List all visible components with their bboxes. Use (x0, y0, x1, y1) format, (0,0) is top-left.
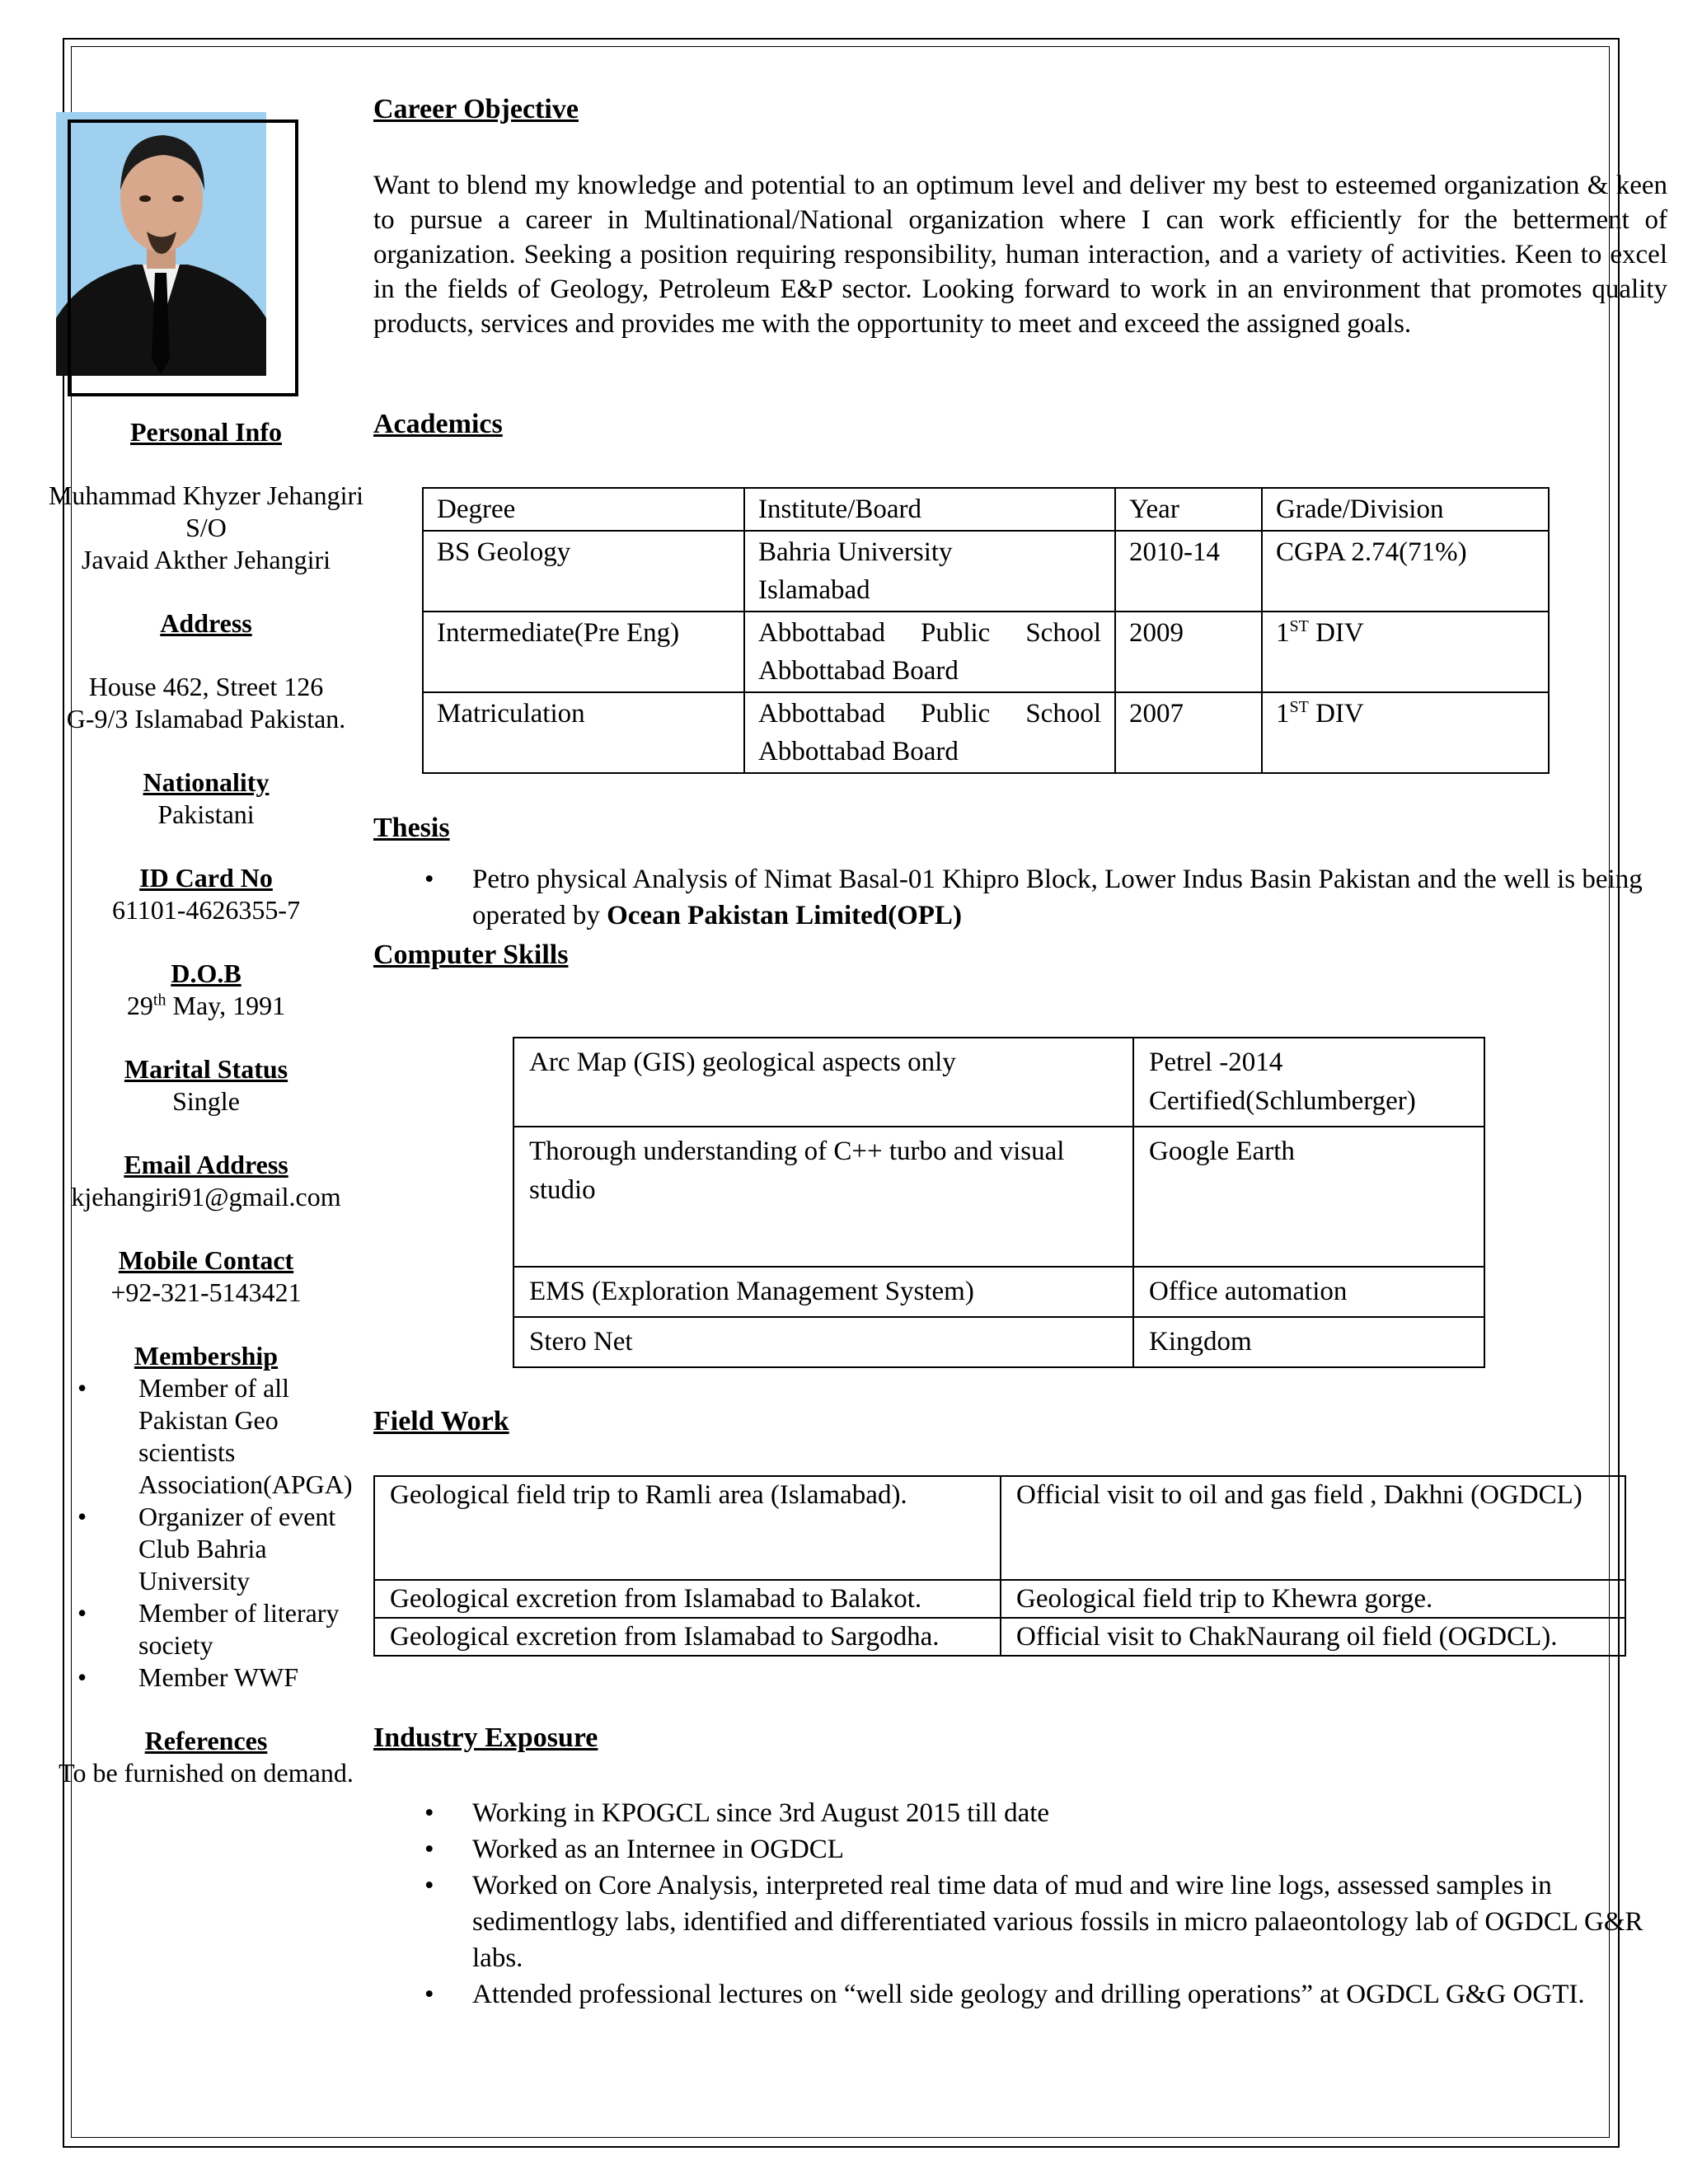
membership-heading: Membership (134, 1341, 279, 1371)
personal-info-heading: Personal Info (130, 417, 282, 447)
full-name: Muhammad Khyzer Jehangiri (48, 480, 364, 510)
table-header-cell: Grade/Division (1262, 488, 1549, 531)
list-item: • Organizer of event Club Bahria University (33, 1501, 379, 1597)
grade-cell: 1ST DIV (1262, 612, 1549, 692)
table-row (374, 1580, 1625, 1618)
grade-cell: 1ST DIV (1262, 692, 1549, 773)
institute-cell: Bahria University Islamabad (744, 531, 1115, 612)
list-item: • Working in KPOGCL since 3rd August 2015 till date (373, 1795, 1676, 1831)
skill-cell: Arc Map (GIS) geological aspects only (513, 1038, 1133, 1127)
address-line-2: G-9/3 Islamabad Pakistan. (66, 704, 346, 733)
list-item: • Member WWF (33, 1661, 379, 1694)
table-header-cell: Degree (423, 488, 744, 531)
table-row (423, 612, 1549, 692)
year-cell: 2010-14 (1115, 531, 1262, 612)
skill-cell: Thorough understanding of C++ turbo and visual studio (513, 1127, 1133, 1267)
nationality-value: Pakistani (157, 799, 255, 829)
table-row (374, 1618, 1625, 1656)
id-card-number: 61101-4626355-7 (111, 895, 301, 925)
table-row (423, 531, 1549, 612)
email-heading: Email Address (124, 1150, 288, 1179)
references-value: To be furnished on demand. (59, 1758, 354, 1788)
dob-value: 29th May, 1991 (126, 991, 286, 1020)
table-header-cell: Year (1115, 488, 1262, 531)
field-work-cell: Geological field trip to Ramli area (Islamabad). (374, 1476, 1001, 1580)
address-heading: Address (160, 608, 252, 638)
address-line-1: House 462, Street 126 (88, 672, 324, 701)
field-work-heading: Field Work (373, 1406, 509, 1436)
skill-cell: Office automation (1133, 1267, 1484, 1317)
mobile-value: +92-321-5143421 (110, 1277, 302, 1307)
academics-table (422, 487, 1550, 774)
skill-cell: Petrel -2014 Certified(Schlumberger) (1133, 1038, 1484, 1127)
list-item: • Member of all Pakistan Geo scientists Association(APGA) (33, 1372, 379, 1501)
father-name: Javaid Akther Jehangiri (81, 545, 331, 574)
list-item: • Worked on Core Analysis, interpreted real time data of mud and wire line logs, assessed samples in sedimentlogy labs, identified and differentiated various fossils in micro palaeontology lab of OGDCL G&R labs. (373, 1868, 1676, 1976)
mobile-heading: Mobile Contact (118, 1245, 294, 1275)
skill-cell: Stero Net (513, 1317, 1133, 1367)
degree-cell: Matriculation (423, 692, 744, 773)
institute-cell: Abbottabad Public School Abbottabad Board (744, 612, 1115, 692)
industry-exposure-list (373, 1795, 1676, 2013)
table-row (374, 1476, 1625, 1580)
id-card-heading: ID Card No (139, 863, 273, 893)
table-header-row (423, 488, 1549, 531)
dob-heading: D.O.B (171, 958, 241, 988)
career-objective-heading: Career Objective (373, 94, 579, 124)
table-row (513, 1038, 1484, 1127)
degree-cell: Intermediate(Pre Eng) (423, 612, 744, 692)
marital-status-value: Single (172, 1086, 240, 1116)
list-item: • Member of literary society (33, 1597, 379, 1661)
table-row (513, 1127, 1484, 1267)
marital-status-heading: Marital Status (124, 1054, 288, 1084)
field-work-cell: Geological excretion from Islamabad to Balakot. (374, 1580, 1001, 1618)
table-row (423, 692, 1549, 773)
list-item: • Petro physical Analysis of Nimat Basal-01 Khipro Block, Lower Indus Basin Pakistan and the well is being operated by Ocean Pakistan Limited(OPL) (373, 861, 1676, 934)
list-item: • Worked as an Internee in OGDCL (373, 1831, 1676, 1868)
skill-cell: EMS (Exploration Management System) (513, 1267, 1133, 1317)
industry-exposure-heading: Industry Exposure (373, 1722, 598, 1753)
field-work-cell: Geological field trip to Khewra gorge. (1001, 1580, 1625, 1618)
table-row (513, 1267, 1484, 1317)
email-value: kjehangiri91@gmail.com (71, 1182, 341, 1212)
computer-skills-table (513, 1037, 1485, 1368)
skill-cell: Google Earth (1133, 1127, 1484, 1267)
thesis-company: Ocean Pakistan Limited(OPL) (607, 901, 962, 930)
membership-list (33, 1372, 379, 1694)
table-row (513, 1317, 1484, 1367)
field-work-cell: Official visit to oil and gas field , Dakhni (OGDCL) (1001, 1476, 1625, 1580)
thesis-list (373, 861, 1676, 934)
year-cell: 2009 (1115, 612, 1262, 692)
nationality-heading: Nationality (143, 767, 270, 797)
field-work-cell: Official visit to ChakNaurang oil field (OGDCL). (1001, 1618, 1625, 1656)
field-work-table (373, 1475, 1626, 1657)
thesis-heading: Thesis (373, 813, 450, 843)
list-item: • Attended professional lectures on “well side geology and drilling operations” at OGDCL G&G OGTI. (373, 1976, 1676, 2013)
career-objective-text: Want to blend my knowledge and potential to an optimum level and deliver my best to esteemed organization & keen to pursue a career in Multinational/National organization where I can work efficiently for the betterment of organization. Seeking a position requiring responsibility, human interaction, and a variety of activities. Keen to excel in the fields of Geology, Petroleum E&P sector. Looking forward to work in an environment that promotes quality products, services and provides me with the opportunity to meet and exceed the assigned goals. (373, 171, 1667, 339)
academics-heading: Academics (373, 409, 503, 439)
skill-cell: Kingdom (1133, 1317, 1484, 1367)
relation: S/O (185, 513, 227, 542)
references-heading: References (144, 1726, 268, 1755)
institute-cell: Abbottabad Public School Abbottabad Board (744, 692, 1115, 773)
personal-info-column (33, 416, 379, 1789)
degree-cell: BS Geology (423, 531, 744, 612)
year-cell: 2007 (1115, 692, 1262, 773)
grade-cell: CGPA 2.74(71%) (1262, 531, 1549, 612)
photo-frame (68, 120, 298, 396)
table-header-cell: Institute/Board (744, 488, 1115, 531)
field-work-cell: Geological excretion from Islamabad to Sargodha. (374, 1618, 1001, 1656)
computer-skills-heading: Computer Skills (373, 940, 569, 970)
